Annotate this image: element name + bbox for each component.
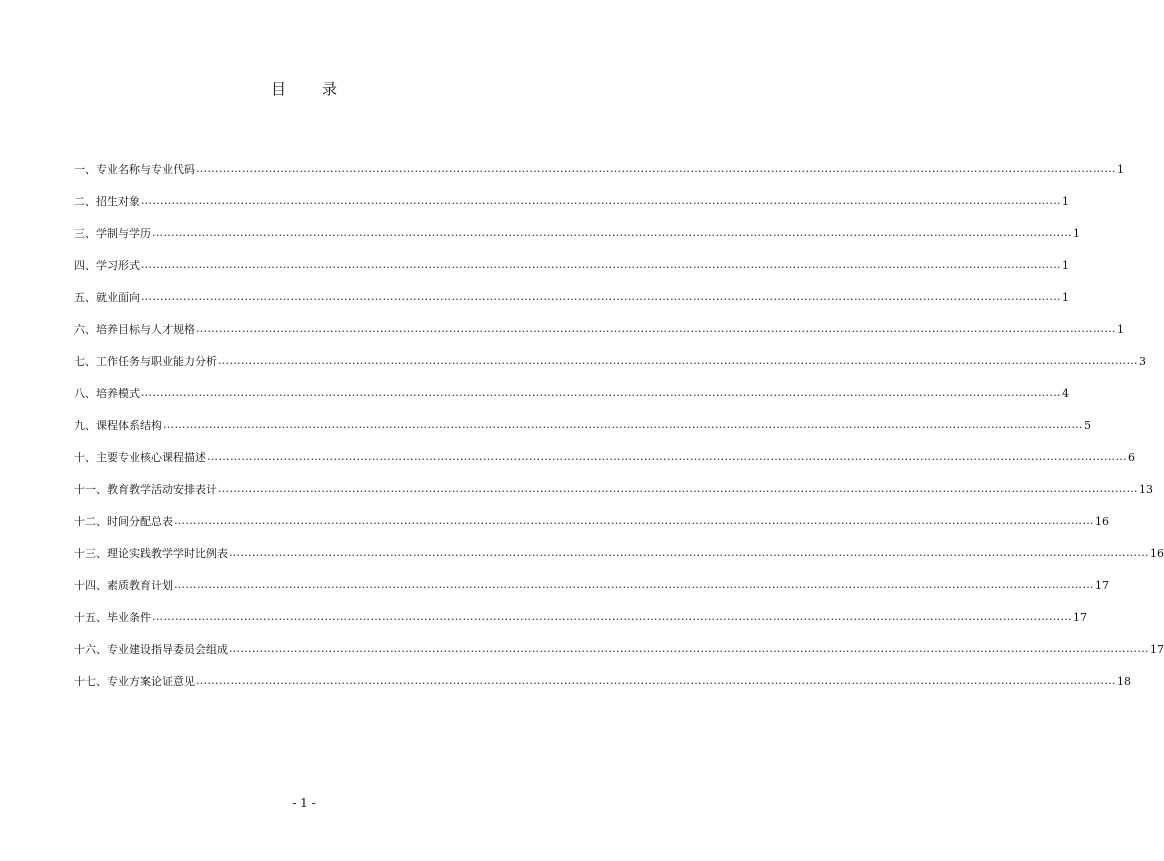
toc-entry-label[interactable]: 三、学制与学历: [74, 227, 151, 240]
toc-entry-label[interactable]: 七、工作任务与职业能力分析: [74, 355, 217, 368]
toc-entry-page-number: 1: [1117, 163, 1124, 176]
toc-entry-label[interactable]: 十二、时间分配总表: [74, 515, 173, 528]
toc-entry-label[interactable]: 十三、理论实践教学学时比例表: [74, 547, 228, 560]
toc-entry[interactable]: [74, 506, 1109, 538]
toc-entry-label[interactable]: 九、课程体系结构: [74, 419, 162, 432]
toc-dot-leader: ……………………………………………………………………………………………………………………………………………………………………………………………………………………: [218, 354, 1138, 367]
toc-dot-leader: ……………………………………………………………………………………………………………………………………………………………………………………………………………………: [152, 226, 1072, 239]
toc-entry-page-number: 16: [1095, 515, 1109, 528]
toc-dot-leader: ……………………………………………………………………………………………………………………………………………………………………………………………………………………: [196, 674, 1116, 687]
toc-dot-leader: ……………………………………………………………………………………………………………………………………………………………………………………………………………………: [229, 546, 1149, 559]
toc-entry-label[interactable]: 十、主要专业核心课程描述: [74, 451, 206, 464]
toc-dot-leader: ……………………………………………………………………………………………………………………………………………………………………………………………………………………: [141, 258, 1061, 271]
toc-entry[interactable]: [74, 474, 1153, 506]
toc-dot-leader: ……………………………………………………………………………………………………………………………………………………………………………………………………………………: [207, 450, 1127, 463]
toc-entry-page-number: 13: [1139, 483, 1153, 496]
toc-entry-page-number: 1: [1062, 195, 1069, 208]
toc-entry-page-number: 5: [1084, 419, 1091, 432]
toc-entry[interactable]: [74, 186, 1069, 218]
toc-entry[interactable]: [74, 410, 1091, 442]
toc-entry[interactable]: [74, 570, 1109, 602]
toc-entry-label[interactable]: 四、学习形式: [74, 259, 140, 272]
toc-entry[interactable]: [74, 218, 1080, 250]
toc-entry-page-number: 4: [1062, 387, 1069, 400]
toc-dot-leader: ……………………………………………………………………………………………………………………………………………………………………………………………………………………: [141, 290, 1061, 303]
toc-dot-leader: ……………………………………………………………………………………………………………………………………………………………………………………………………………………: [196, 322, 1116, 335]
toc-dot-leader: ……………………………………………………………………………………………………………………………………………………………………………………………………………………: [152, 610, 1072, 623]
toc-title: [0, 78, 608, 99]
toc-entry-label[interactable]: 六、培养目标与人才规格: [74, 323, 195, 336]
toc-dot-leader: ……………………………………………………………………………………………………………………………………………………………………………………………………………………: [163, 418, 1083, 431]
toc-entry-page-number: 17: [1150, 643, 1164, 656]
table-of-contents: [74, 154, 1164, 698]
toc-dot-leader: ……………………………………………………………………………………………………………………………………………………………………………………………………………………: [196, 162, 1116, 175]
toc-entry-page-number: 17: [1095, 579, 1109, 592]
toc-entry-label[interactable]: 一、专业名称与专业代码: [74, 163, 195, 176]
toc-dot-leader: ……………………………………………………………………………………………………………………………………………………………………………………………………………………: [141, 386, 1061, 399]
toc-entry-page-number: 1: [1062, 291, 1069, 304]
toc-entry-label[interactable]: 十一、教育教学活动安排表计: [74, 483, 217, 496]
toc-entry[interactable]: [74, 634, 1164, 666]
toc-entry-page-number: 3: [1139, 355, 1146, 368]
page-number-footer: - 1 -: [292, 796, 316, 810]
toc-title-char-2: 录: [322, 80, 338, 98]
toc-entry[interactable]: [74, 314, 1124, 346]
toc-entry-page-number: 17: [1073, 611, 1087, 624]
toc-entry-page-number: 6: [1128, 451, 1135, 464]
toc-entry[interactable]: [74, 602, 1087, 634]
toc-entry-page-number: 16: [1150, 547, 1164, 560]
toc-entry-label[interactable]: 八、培养模式: [74, 387, 140, 400]
toc-entry-page-number: 18: [1117, 675, 1131, 688]
toc-entry[interactable]: [74, 346, 1146, 378]
toc-entry-page-number: 1: [1073, 227, 1080, 240]
toc-dot-leader: ……………………………………………………………………………………………………………………………………………………………………………………………………………………: [174, 514, 1094, 527]
toc-entry-label[interactable]: 十六、专业建设指导委员会组成: [74, 643, 228, 656]
toc-entry-page-number: 1: [1062, 259, 1069, 272]
toc-entry[interactable]: [74, 250, 1069, 282]
toc-entry[interactable]: [74, 282, 1069, 314]
toc-entry-label[interactable]: 十五、毕业条件: [74, 611, 151, 624]
toc-entry-label[interactable]: 二、招生对象: [74, 195, 140, 208]
toc-entry[interactable]: [74, 442, 1135, 474]
toc-dot-leader: ……………………………………………………………………………………………………………………………………………………………………………………………………………………: [174, 578, 1094, 591]
toc-entry-page-number: 1: [1117, 323, 1124, 336]
toc-dot-leader: ……………………………………………………………………………………………………………………………………………………………………………………………………………………: [218, 482, 1138, 495]
toc-entry-label[interactable]: 五、就业面向: [74, 291, 140, 304]
toc-entry[interactable]: [74, 538, 1164, 570]
toc-entry[interactable]: [74, 154, 1124, 186]
toc-entry-label[interactable]: 十四、素质教育计划: [74, 579, 173, 592]
toc-dot-leader: ……………………………………………………………………………………………………………………………………………………………………………………………………………………: [229, 642, 1149, 655]
toc-entry[interactable]: [74, 378, 1069, 410]
toc-entry[interactable]: [74, 666, 1131, 698]
toc-title-char-1: 目: [270, 80, 286, 98]
toc-entry-label[interactable]: 十七、专业方案论证意见: [74, 675, 195, 688]
toc-dot-leader: ……………………………………………………………………………………………………………………………………………………………………………………………………………………: [141, 194, 1061, 207]
